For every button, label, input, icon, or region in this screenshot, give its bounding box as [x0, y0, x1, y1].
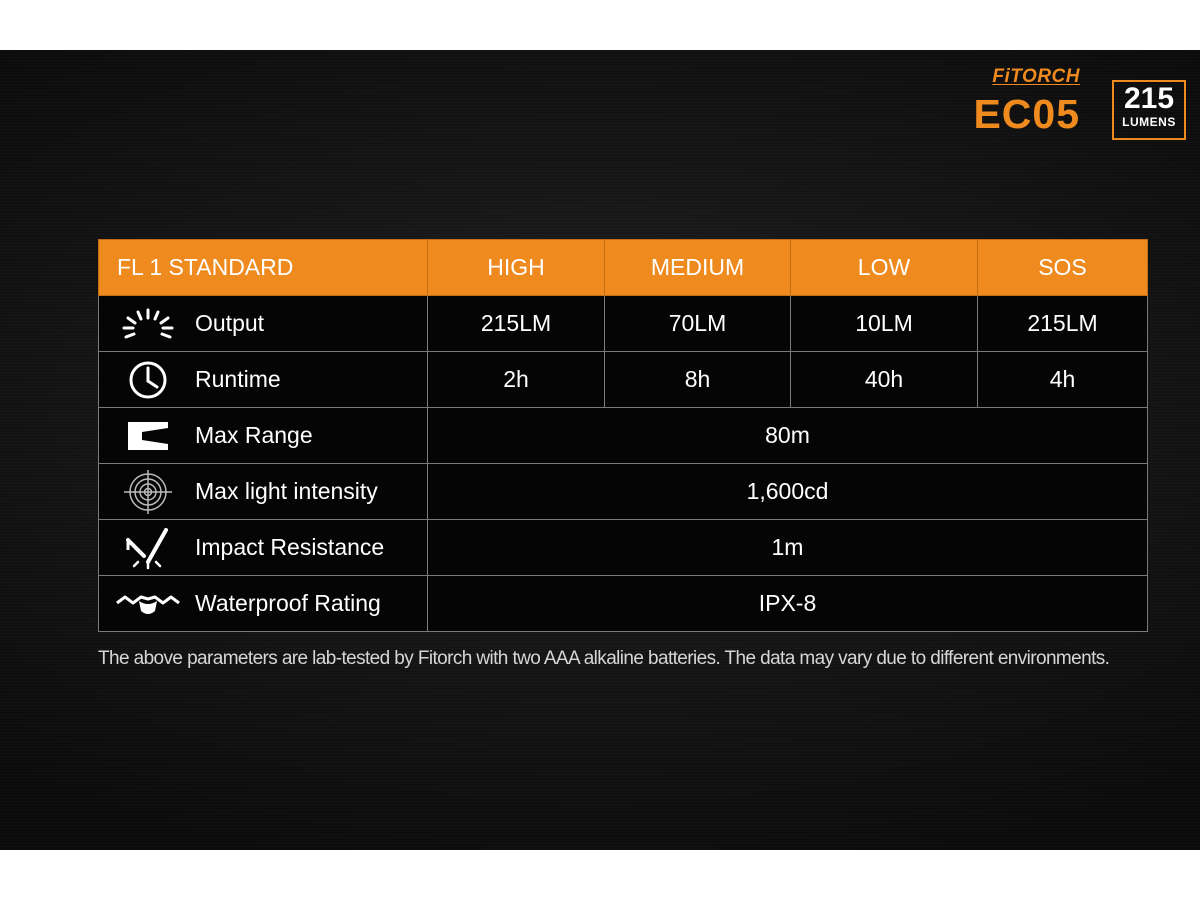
header-low: LOW [791, 240, 978, 296]
lumens-value: 215 [1123, 82, 1175, 115]
value-cell: 2h [428, 352, 605, 408]
value-cell: 70LM [605, 296, 791, 352]
table-row [99, 352, 1148, 408]
row-label: Impact Resistance [195, 534, 385, 560]
row-label: Output [195, 310, 265, 336]
spec-panel [0, 50, 1200, 850]
model-name: EC05 [973, 91, 1080, 137]
table-row [99, 464, 1148, 520]
beam-range-icon [115, 414, 181, 458]
value-cell: 4h [978, 352, 1148, 408]
row-label-cell [99, 576, 428, 632]
row-label-cell [99, 464, 428, 520]
row-label-cell [99, 408, 428, 464]
row-label-cell [99, 352, 428, 408]
header-medium: MEDIUM [605, 240, 791, 296]
value-cell: 1m [428, 520, 1148, 576]
footnote: The above parameters are lab-tested by Fitorch with two AAA alkaline batteries. The data may vary due to different environments. [98, 648, 1110, 669]
brand-badge [936, 66, 1186, 140]
row-label-cell [99, 520, 428, 576]
value-cell: IPX-8 [428, 576, 1148, 632]
impact-drop-icon [115, 526, 181, 570]
row-label-cell [99, 296, 428, 352]
brand-logo: FiTORCH [992, 66, 1080, 87]
row-label: Waterproof Rating [195, 590, 381, 616]
row-label: Max Range [195, 422, 313, 448]
header-standard: FL 1 STANDARD [99, 240, 428, 296]
header-high: HIGH [428, 240, 605, 296]
value-cell: 215LM [978, 296, 1148, 352]
row-label: Runtime [195, 366, 281, 392]
row-label: Max light intensity [195, 478, 378, 504]
table-row [99, 296, 1148, 352]
output-burst-icon [115, 302, 181, 346]
spec-table [98, 239, 1148, 632]
clock-icon [115, 358, 181, 402]
waterproof-icon [115, 582, 181, 626]
table-row [99, 520, 1148, 576]
table-row [99, 576, 1148, 632]
lumens-unit: LUMENS [1122, 115, 1176, 129]
value-cell: 40h [791, 352, 978, 408]
value-cell: 8h [605, 352, 791, 408]
target-intensity-icon [115, 470, 181, 514]
value-cell: 80m [428, 408, 1148, 464]
table-row [99, 408, 1148, 464]
brand-text [940, 66, 1080, 137]
lumens-badge [1112, 80, 1186, 140]
header-sos: SOS [978, 240, 1148, 296]
value-cell: 215LM [428, 296, 605, 352]
table-header-row [99, 240, 1148, 296]
value-cell: 10LM [791, 296, 978, 352]
value-cell: 1,600cd [428, 464, 1148, 520]
